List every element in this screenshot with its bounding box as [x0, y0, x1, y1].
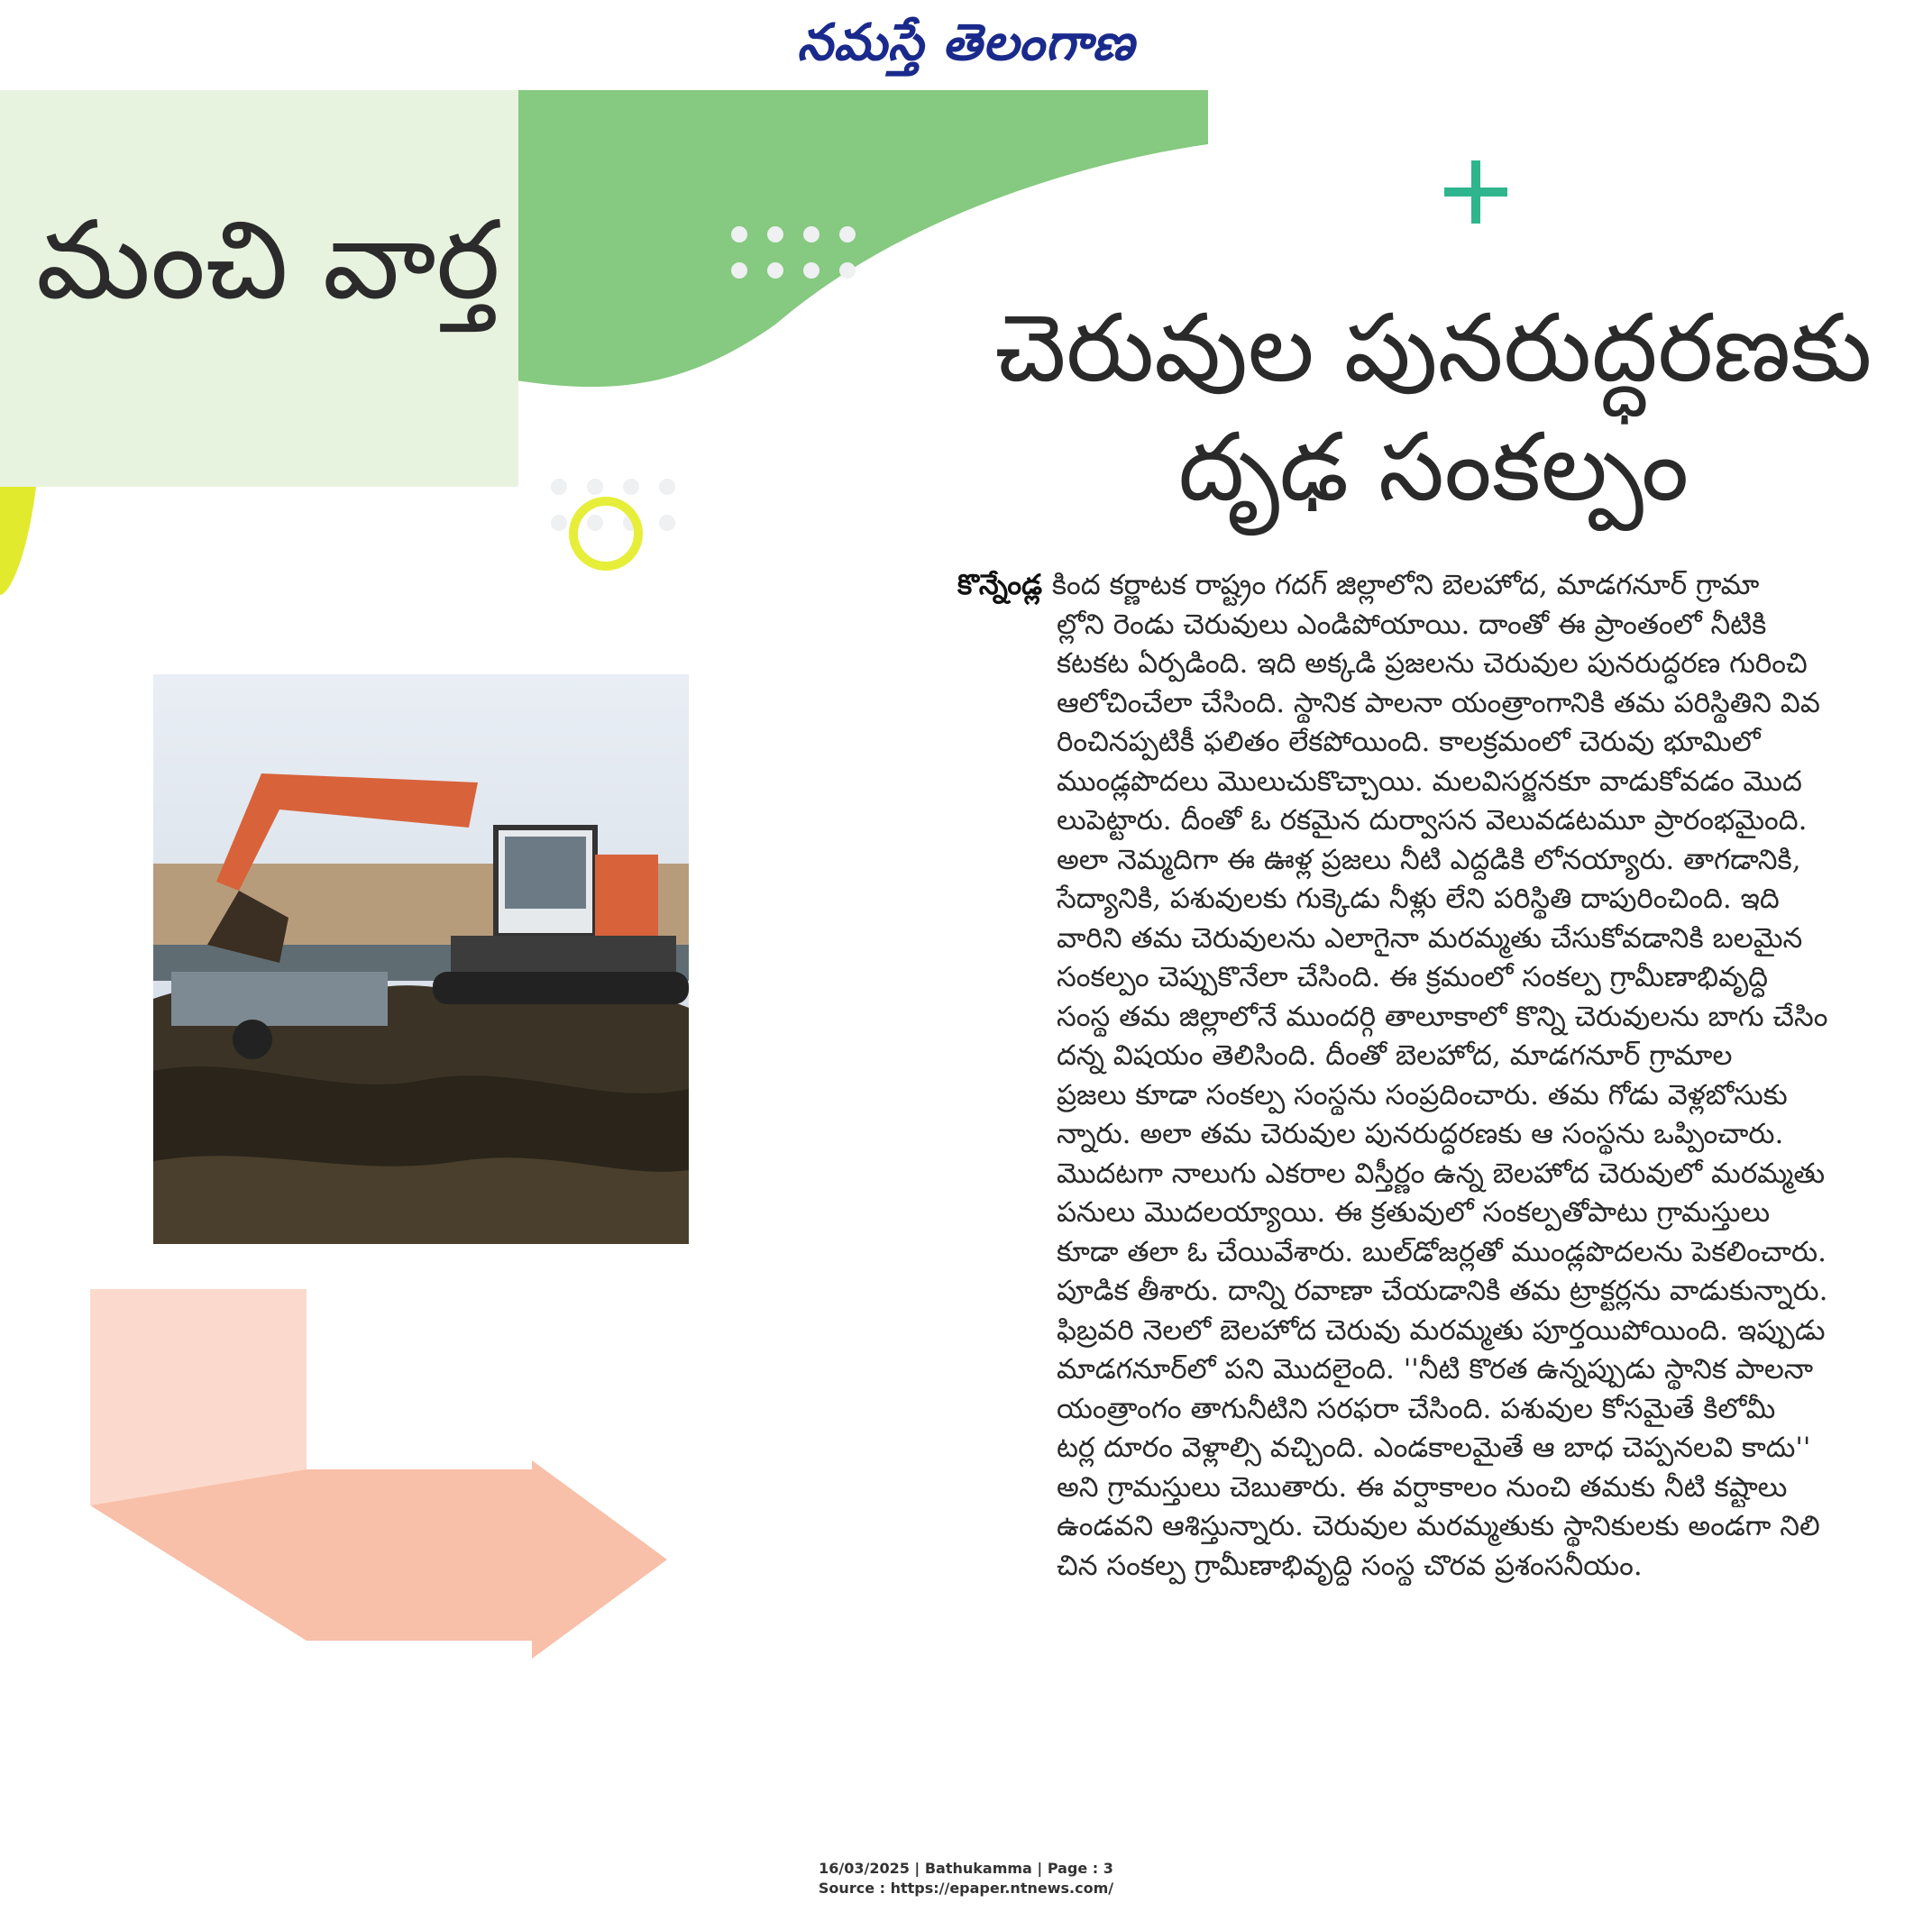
- article-line-text: కింద కర్ణాటక రాష్ట్రం గదగ్ జిల్లాలోని బెలహోద, మాడగనూర్ గ్రామా: [1051, 569, 1760, 601]
- article-line-text: సంస్థ తమ జిల్లాలోనే ముందర్గి తాలూకాలో కొన్ని చెరువులను బాగు చేసిం: [1057, 1000, 1828, 1033]
- article-line-text: టర్ల దూరం వెళ్లాల్సి వచ్చింది. ఎండకాలమైతే ఆ బాధ చెప్పనలవి కాదు'': [1057, 1432, 1811, 1464]
- article-line-text: కటకట ఏర్పడింది. ఇది అక్కడి ప్రజలను చెరువుల పునరుద్ధరణ గురించి: [1057, 647, 1808, 680]
- footer-date-page: 16/03/2025 | Bathukamma | Page : 3: [819, 1860, 1113, 1877]
- article-line: [957, 1350, 1931, 1390]
- article-line: [957, 958, 1931, 998]
- article-line-text: అని గ్రామస్తులు చెబుతారు. ఈ వర్షాకాలం నుంచి తమకు నీటి కష్టాలు: [1057, 1470, 1788, 1504]
- article-body: [957, 566, 1931, 1586]
- article-line: [957, 1429, 1931, 1468]
- headline: [938, 288, 1929, 526]
- article-line: [957, 1272, 1931, 1312]
- article-line-text: సేద్యానికి, పశువులకు గుక్కెడు నీళ్లు లేని పరిస్థితి దాపురించింది. ఇది: [1057, 883, 1780, 915]
- plus-icon: [1444, 160, 1507, 224]
- headline-line-2: దృఢ సంకల్పం: [1177, 412, 1689, 522]
- article-line-text: లుపెట్టారు. దీంతో ఓ రకమైన దుర్వాసన వెలువడటమూ ప్రారంభమైంది.: [1057, 804, 1808, 837]
- page-footer: [0, 1859, 1932, 1898]
- article-line: [957, 1507, 1931, 1547]
- article-line-text: సంకల్పం చెప్పుకొనేలా చేసింది. ఈ క్రమంలో సంకల్ప గ్రామీణాభివృద్ధి: [1057, 961, 1769, 993]
- article-line-text: ఆలోచించేలా చేసింది. స్థానిక పాలనా యంత్రాంగానికి తమ పరిస్థితిని వివ: [1057, 686, 1820, 719]
- article-line: [957, 1233, 1931, 1273]
- article-line: [957, 1037, 1931, 1076]
- masthead-logo: నమస్తే తెలంగాణ: [797, 14, 1135, 72]
- article-line: [957, 763, 1931, 802]
- article-line: [957, 645, 1931, 684]
- yellow-arc-shape: [0, 487, 36, 595]
- article-line: [957, 1390, 1931, 1430]
- article-line: [957, 998, 1931, 1038]
- article-line: [957, 841, 1931, 881]
- decorative-arrow: [90, 1289, 667, 1659]
- article-line-text: రించినప్పటికీ ఫలితం లేకపోయింది. కాలక్రమంలో చెరువు భూమిలో: [1057, 726, 1761, 758]
- footer-source: Source : https://epaper.ntnews.com/: [818, 1880, 1114, 1897]
- article-line: [957, 1194, 1931, 1233]
- article-line-text: ప్రజలు కూడా సంకల్ప సంస్థను సంప్రదించారు. తమ గోడు వెళ్లబోసుకు: [1057, 1078, 1788, 1112]
- excavator-photo: [153, 674, 689, 1244]
- section-title: మంచి వార్త: [36, 198, 500, 324]
- article-line-text: చిన సంకల్ప గ్రామీణాభివృద్ధి సంస్థ చొరవ ప్రశంసనీయం.: [1057, 1549, 1643, 1582]
- article-line-text: ఫిబ్రవరి నెలలో బెలహోద చెరువు మరమ్మతు పూర్తయిపోయింది. ఇప్పుడు: [1057, 1313, 1826, 1347]
- article-line: [957, 1547, 1931, 1587]
- article-line-text: ల్లోని రెండు చెరువులు ఎండిపోయాయి. దాంతో ఈ ప్రాంతంలో నీటికి: [1057, 608, 1767, 641]
- article-line: [957, 566, 1931, 606]
- yellow-ring: [573, 501, 638, 566]
- article-line-text: యంత్రాంగం తాగునీటిని సరఫరా చేసింది. పశువుల కోసమైతే కిలోమీ: [1057, 1392, 1776, 1425]
- article-line: [957, 684, 1931, 724]
- article-line-text: పనులు మొదలయ్యాయి. ఈ క్రతువులో సంకల్పతోపాటు గ్రామస్తులు: [1057, 1196, 1771, 1229]
- article-line-text: మాడగనూర్‌లో పని మొదలైంది. ''నీటి కొరత ఉన్నప్పుడు స్థానిక పాలనా: [1057, 1353, 1814, 1386]
- article-line-text: వారిని తమ చెరువులను ఎలాగైనా మరమ్మతు చేసుకోవడానికి బలమైన: [1057, 921, 1803, 955]
- article-line: [957, 1155, 1931, 1194]
- article-line-text: కూడా తలా ఓ చేయివేశారు. బుల్‌డోజర్లతో ముండ్లపొదలను పెకలించారు.: [1057, 1235, 1827, 1268]
- article-line-text: ముండ్లపొదలు మొలుచుకొచ్చాయి. మలవిసర్జనకూ వాడుకోవడం మొద: [1057, 764, 1802, 798]
- article-line-text: పూడిక తీశారు. దాన్ని రవాణా చేయడానికి తమ ట్రాక్టర్లను వాడుకున్నారు.: [1057, 1275, 1828, 1307]
- article-line: [957, 880, 1931, 919]
- article-line-text: అలా నెమ్మదిగా ఈ ఊళ్ల ప్రజలు నీటి ఎద్దడికి లోనయ్యారు. తాగడానికి,: [1057, 843, 1801, 876]
- article-line: [957, 1076, 1931, 1116]
- headline-line-1: చెరువుల పునరుద్ధరణకు: [994, 293, 1872, 403]
- article-line: [957, 723, 1931, 763]
- article-line-text: ఉండవని ఆశిస్తున్నారు. చెరువుల మరమ్మతుకు స్థానికులకు అండగా నిలి: [1057, 1510, 1820, 1542]
- article-line: [957, 1312, 1931, 1351]
- article-line-text: న్నారు. అలా తమ చెరువుల పునరుద్ధరణకు ఆ సంస్థను ఒప్పించారు.: [1057, 1118, 1784, 1150]
- article-line-text: మొదటగా నాలుగు ఎకరాల విస్తీర్ణం ఉన్న బెలహోద చెరువులో మరమ్మతు: [1057, 1157, 1826, 1190]
- article-line: [957, 801, 1931, 841]
- article-lead-word: కొన్నేండ్ల: [957, 569, 1052, 601]
- article-line-text: దన్న విషయం తెలిసింది. దీంతో బెలహోద, మాడగనూర్ గ్రామాల: [1057, 1039, 1733, 1072]
- article-line: [957, 919, 1931, 959]
- article-line: [957, 606, 1931, 645]
- article-line: [957, 1468, 1931, 1508]
- article-line: [957, 1115, 1931, 1155]
